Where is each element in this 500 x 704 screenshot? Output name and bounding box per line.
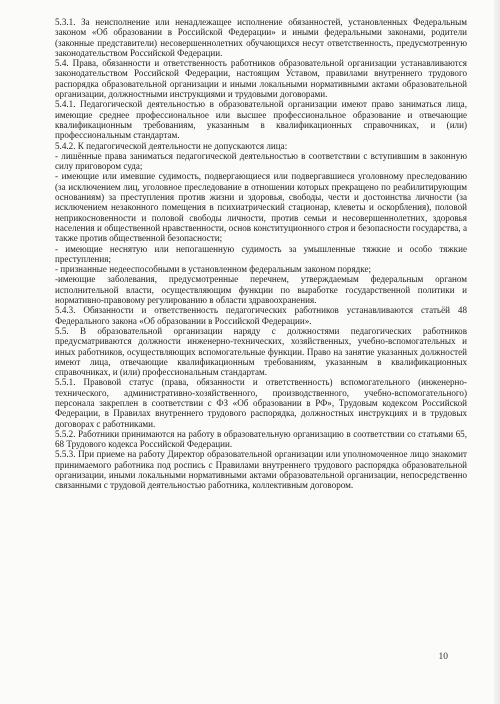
list-item-deprived-rights: - лишённые права заниматься педагогической деятельностью в соответствии с вступившим в законную силу приговором суда; bbox=[55, 150, 467, 172]
paragraph-5-5-1: 5.5.1. Правовой статус (права, обязанности и ответственность) вспомогательного (инженерно-технического, административно-хозяйственного, производственного, учебно-вспомогательного) персонала закреплен в соответствии с ФЗ «Об образовании в РФ», Трудовым кодексом Российской Федерации, в Правилах внутреннего трудового распорядка, должностных инструкциях и в трудовых договорах с работниками. bbox=[55, 377, 467, 429]
list-item-incapacitated: - признанные недееспособными в установленном федеральным законом порядке; bbox=[55, 264, 372, 275]
paragraph-5-5-2: 5.5.2. Работники принимаются на работу в образовательную организацию в соответствии со статьями 65, 68 Трудового кодекса Российской Федерации. bbox=[55, 428, 467, 450]
paragraph-5-3-1: 5.3.1. За неисполнение или ненадлежащее исполнение обязанностей, установленных Федеральным законом «Об образовании в Российской Федерации» и иными федеральными законами, родители (законные представители) несовершеннолетних обучающихся несут ответственность, предусмотренную законодательством Российской Федерации. bbox=[55, 17, 467, 58]
document-body bbox=[55, 17, 467, 491]
paragraph-5-4: 5.4. Права, обязанности и ответственность работников образовательной организации устанавливаются законодательством Российской Федерации, настоящим Уставом, правилами внутреннего трудового распорядка образовательной организации и иными локальными нормативными актами образовательной организации, должностными инструкциями и трудовыми договорами. bbox=[55, 58, 467, 100]
paragraph-5-4-3: 5.4.3. Обязанности и ответственность педагогических работников устанавливаются статьёй 48 Федерального закона «Об образовании в Российской Федерации». bbox=[55, 305, 467, 326]
list-item-unexpunged-record: - имеющие неснятую или непогашенную судимость за умышленные тяжкие и особо тяжкие преступления; bbox=[55, 243, 467, 264]
paragraph-5-4-1: 5.4.1. Педагогической деятельностью в образовательной организации имеют право заниматься лица, имеющие среднее профессиональное или высшее профессиональное образование и отвечающие квалификационным требованиям, указанным в квалификационных справочниках, и (или) профессиональным стандартам. bbox=[55, 99, 467, 141]
scan-edge-shadow bbox=[494, 0, 500, 704]
list-item-diseases: -имеющие заболевания, предусмотренные перечнем, утверждаемым федеральным органом исполнительной власти, осуществляющим функции по выработке государственной политики и нормативно-правовому регулированию в области здравоохранения. bbox=[55, 274, 467, 306]
paragraph-5-5: 5.5. В образовательной организации наряду с должностями педагогических работников предусматриваются должности инженерно-технических, хозяйственных, учебно-вспомогательных и иных работников, осуществляющих вспомогательные функции. Право на занятие указанных должностей имеют лица, отвечающие квалификационным требованиям, указанным в квалификационных справочниках, и (или) профессиональным стандартам. bbox=[55, 325, 467, 378]
page-number: 10 bbox=[438, 652, 448, 662]
paragraph-5-4-2: 5.4.2. К педагогической деятельности не допускаются лица: bbox=[55, 140, 288, 151]
paragraph-5-5-3: 5.5.3. При приеме на работу Директор образовательной организации или уполномоченное лицо знакомит принимаемого работника под роспись с Правилами внутреннего трудового распорядка образовательной организации, иными локальными нормативными актами образовательной организации, непосредственно связанными с трудовой деятельностью работника, коллективным договором. bbox=[55, 449, 467, 491]
list-item-criminal-record: - имеющие или имевшие судимость, подвергающиеся или подвергавшиеся уголовному преследованию (за исключением лиц, уголовное преследование в отношении которых прекращено по реабилитирующим основаниям) за преступления против жизни и здоровья, свободы, чести и достоинства личности (за исключением незаконного помещения в психиатрический стационар, клеветы и оскорбления), половой неприкосновенности и половой свободы личности, против семьи и несовершеннолетних, здоровья населения и общественной нравственности, основ конституционного строя и безопасности государства, а также против общественной безопасности; bbox=[55, 171, 467, 244]
